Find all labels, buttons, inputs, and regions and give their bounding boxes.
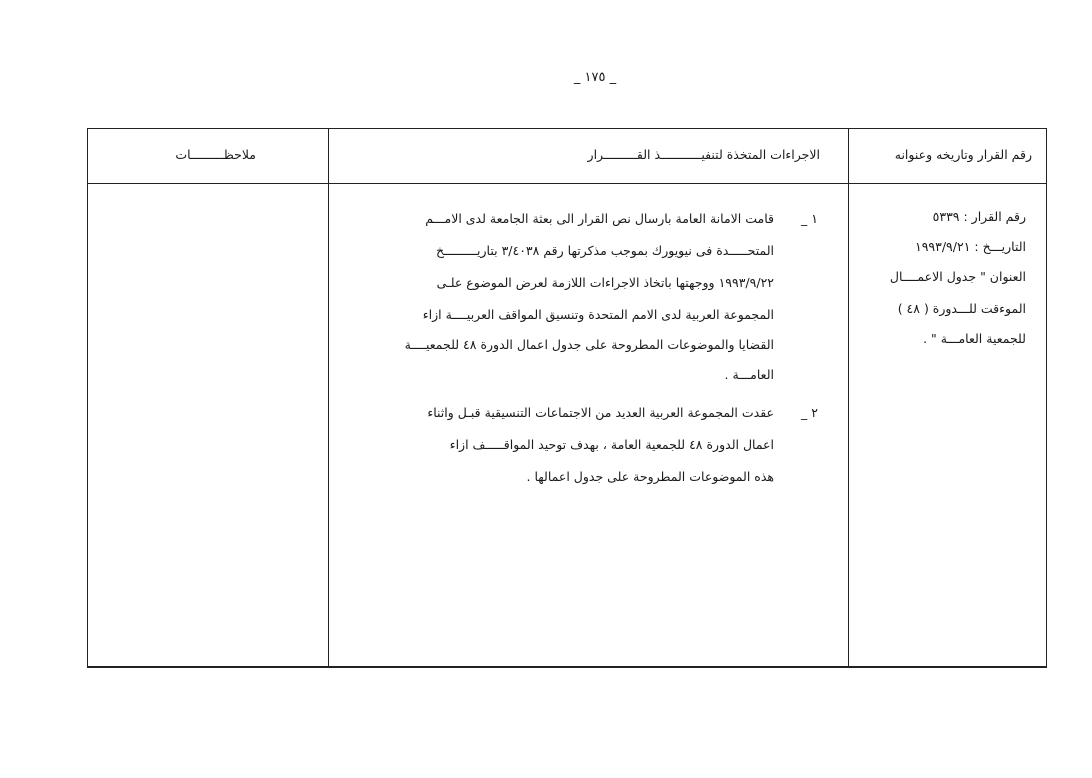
resolution-title-line: العنوان " جدول الاعمــــال xyxy=(889,269,1026,284)
header-reference: رقم القرار وتاريخه وعنوانه xyxy=(894,147,1032,162)
paragraph-line: ١٩٩٣/٩/٢٢ ووجهتها باتخاذ الاجراءات اللازمة لعرض الموضوع علـى xyxy=(436,275,774,290)
paragraph-line: هذه الموضوعات المطروحة على جدول اعمالها . xyxy=(526,469,774,484)
paragraph-line: العامـــة . xyxy=(724,367,774,382)
paragraph-line: قامت الامانة العامة بارسال نص القرار الى بعثة الجامعة لدى الامـــم xyxy=(425,211,774,226)
paragraph-number: ٢ _ xyxy=(801,405,818,420)
header-divider xyxy=(88,183,1046,184)
paragraph-line: اعمال الدورة ٤٨ للجمعية العامة ، بهدف توحيد المواقـــــف ازاء xyxy=(449,437,774,452)
column-divider-left xyxy=(328,129,329,666)
header-remarks: ملاحظـــــــــات xyxy=(175,147,256,162)
paragraph-line: عقدت المجموعة العربية العديد من الاجتماعات التنسيقية قبـل واثناء xyxy=(427,405,774,420)
paragraph-number: ١ _ xyxy=(801,211,818,226)
paragraph-line: المتحـــــدة فى نيويورك بموجب مذكرتها رقم ٣/٤٠٣٨ بتاريـــــــــخ xyxy=(436,243,774,258)
resolution-title-line: الموءقت للـــدورة ( ٤٨ ) xyxy=(897,301,1026,316)
resolution-table xyxy=(87,128,1047,668)
resolution-number: رقم القرار : ٥٣٣٩ xyxy=(932,209,1026,224)
paragraph-line: القضايا والموضوعات المطروحة على جدول اعمال الدورة ٤٨ للجمعيــــة xyxy=(404,337,774,352)
paragraph-line: المجموعة العربية لدى الامم المتحدة وتنسيق المواقف العربيــــة ازاء xyxy=(422,307,774,322)
header-actions: الاجراءات المتخذة لتنفيـــــــــــذ القـــــــــرار xyxy=(587,147,820,162)
page-number: _ ١٧٥ _ xyxy=(573,70,617,85)
column-divider-right xyxy=(848,129,849,666)
resolution-date: التاريـــخ : ١٩٩٣/٩/٢١ xyxy=(914,239,1026,254)
resolution-title-line: للجمعية العامـــة " . xyxy=(923,331,1026,346)
